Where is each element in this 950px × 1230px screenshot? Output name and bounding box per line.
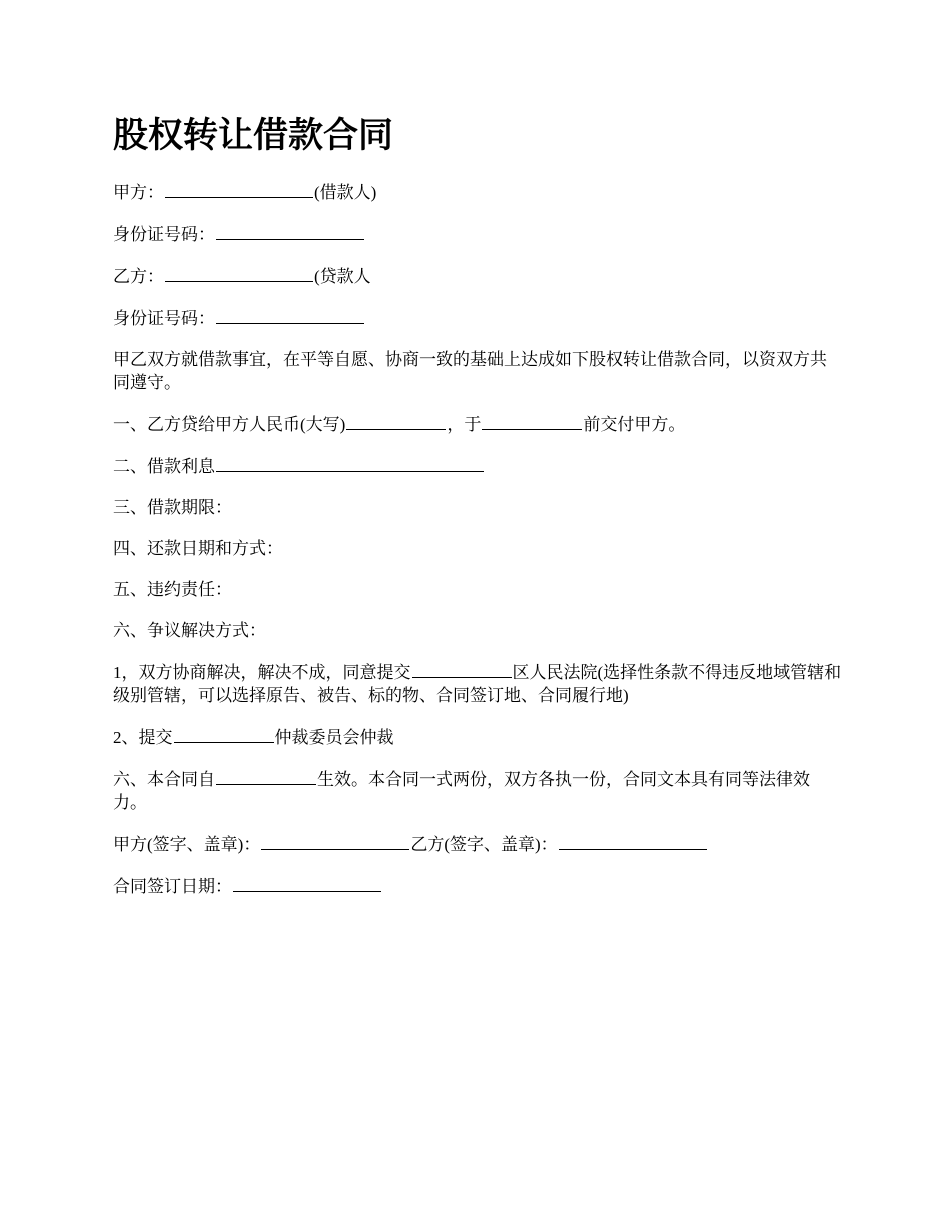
id-label: 身份证号码： (113, 225, 215, 244)
dispute-option-2 (113, 725, 843, 749)
sign-b-label: 乙方(签字、盖章)： (410, 835, 558, 854)
party-b-id-line (113, 306, 843, 330)
date-blank (482, 412, 582, 430)
amount-blank (346, 412, 446, 430)
clause-2-text: 二、借款利息 (113, 457, 215, 476)
party-a-blank (165, 180, 313, 198)
effect-text-b: 生效。本合同一式两份，双方各执一份，合同文本具有同等法律效力。 (113, 770, 810, 812)
clause-1 (113, 412, 843, 436)
court-blank (412, 660, 512, 678)
document-title: 股权转让借款合同 (113, 116, 394, 156)
party-b-label: 乙方： (113, 267, 164, 286)
dispute-2-text-b: 仲裁委员会仲裁 (274, 728, 394, 747)
clause-6: 六、争议解决方式： (113, 621, 266, 640)
party-a-line (113, 180, 843, 204)
clause-5: 五、违约责任： (113, 580, 232, 599)
interest-blank (216, 454, 484, 472)
sign-date-blank (233, 874, 381, 892)
party-b-blank (165, 264, 313, 282)
clause-4: 四、还款日期和方式： (113, 539, 283, 558)
clause-1-text-b: ，于 (447, 415, 482, 434)
party-a-suffix: (借款人) (314, 183, 377, 202)
party-b-suffix: (贷款人 (314, 267, 371, 286)
dispute-option-1 (113, 660, 843, 707)
contract-document (113, 112, 843, 916)
clause-1-text-c: 前交付甲方。 (583, 415, 686, 434)
sign-date-line (113, 874, 843, 898)
sign-a-label: 甲方(签字、盖章)： (113, 835, 261, 854)
sign-date-label: 合同签订日期： (113, 877, 232, 896)
effect-date-blank (216, 767, 316, 785)
sign-b-blank (559, 832, 707, 850)
sign-a-blank (261, 832, 409, 850)
effect-text-a: 六、本合同自 (113, 770, 215, 789)
dispute-1-text-b: 区人民法院(选择性条款不得违反地域管辖和级别管辖，可以选择原告、被告、标的物、合同签订地、合同履行地) (113, 663, 842, 705)
clause-1-text-a: 一、乙方贷给甲方人民币(大写) (113, 415, 346, 434)
clause-3: 三、借款期限： (113, 498, 232, 517)
party-a-id-line (113, 222, 843, 246)
effect-clause (113, 767, 843, 814)
party-a-label: 甲方： (113, 183, 164, 202)
signature-line (113, 832, 843, 856)
party-b-id-blank (216, 306, 364, 324)
dispute-1-text-a: 1，双方协商解决，解决不成，同意提交 (113, 663, 411, 682)
id-label: 身份证号码： (113, 309, 215, 328)
party-b-line (113, 264, 843, 288)
arbitration-blank (174, 725, 274, 743)
dispute-2-text-a: 2、提交 (113, 728, 173, 747)
party-a-id-blank (216, 222, 364, 240)
clause-2 (113, 454, 843, 478)
intro-paragraph: 甲乙双方就借款事宜，在平等自愿、协商一致的基础上达成如下股权转让借款合同，以资双方共同遵守。 (113, 350, 827, 392)
